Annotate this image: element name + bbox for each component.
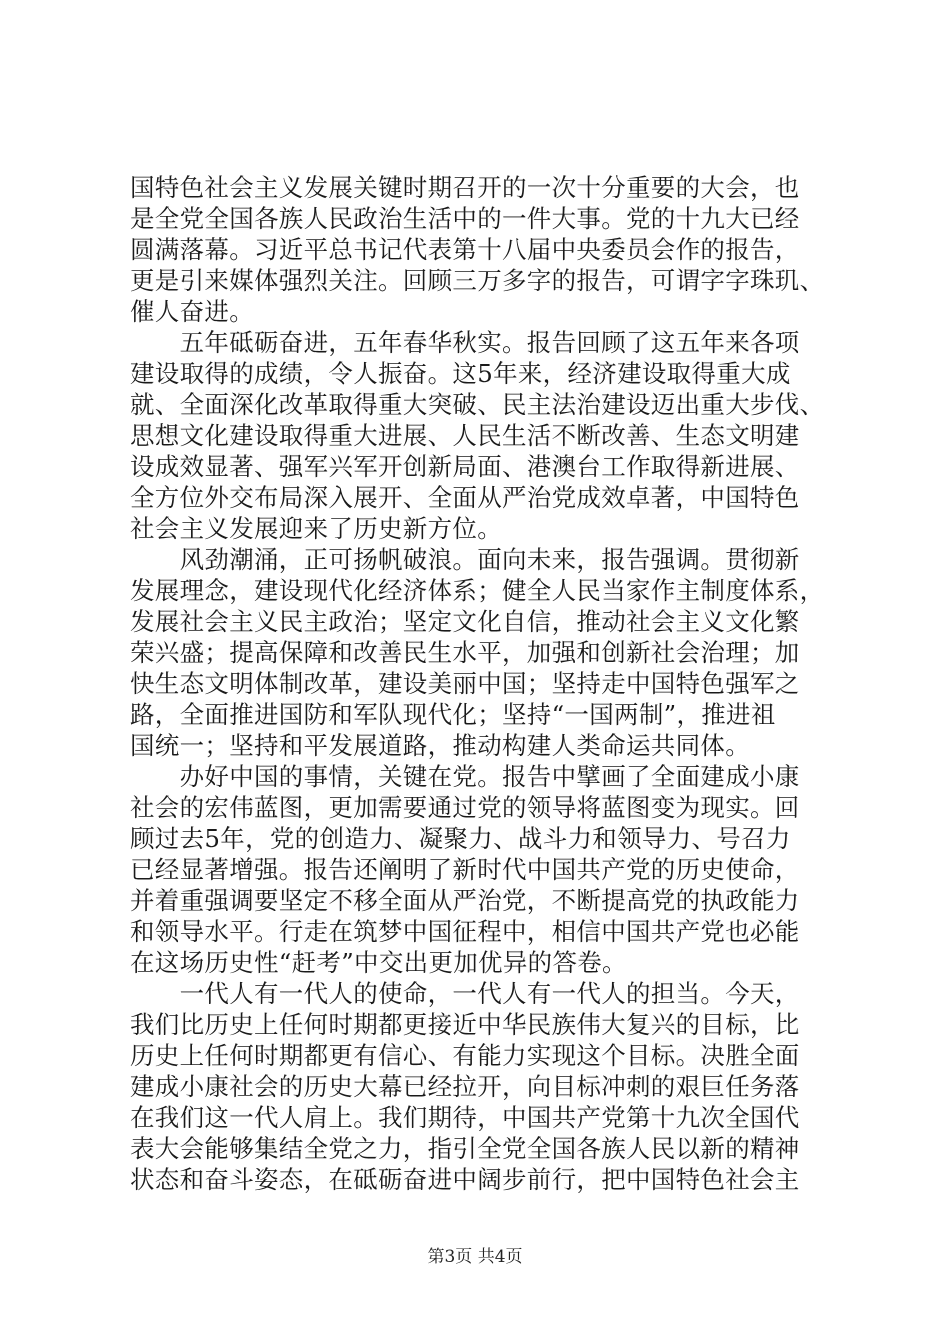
text-line: 社会主义发展迎来了历史新方位。 xyxy=(130,514,502,543)
text-line: 是全党全国各族人民政治生活中的一件大事。党的十九大已经 xyxy=(130,204,800,233)
text-line: 国统一；坚持和平发展道路，推动构建人类命运共同体。 xyxy=(130,731,750,760)
text-line: 发展理念，建设现代化经济体系；健全人民当家作主制度体系， xyxy=(130,576,825,605)
text-line: 全方位外交布局深入展开、全面从严治党成效卓著，中国特色 xyxy=(130,483,800,512)
text-line: 历史上任何时期都更有信心、有能力实现这个目标。决胜全面 xyxy=(130,1041,800,1070)
text-line: 荣兴盛；提高保障和改善民生水平，加强和创新社会治理；加 xyxy=(130,638,800,667)
text-line: 圆满落幕。习近平总书记代表第十八届中央委员会作的报告， xyxy=(130,235,800,264)
text-line: 路，全面推进国防和军队现代化；坚持“一国两制”，推进祖 xyxy=(130,700,776,729)
text-line: 五年砥砺奋进，五年春华秋实。报告回顾了这五年来各项 xyxy=(130,328,800,357)
text-line: 更是引来媒体强烈关注。回顾三万多字的报告，可谓字字珠玑、 xyxy=(130,266,825,295)
document-body xyxy=(130,172,836,1195)
text-line: 建设取得的成绩，令人振奋。这5年来，经济建设取得重大成 xyxy=(130,359,791,388)
text-line: 催人奋进。 xyxy=(130,297,254,326)
text-line: 在我们这一代人肩上。我们期待，中国共产党第十九次全国代 xyxy=(130,1103,800,1132)
text-line: 社会的宏伟蓝图，更加需要通过党的领导将蓝图变为现实。回 xyxy=(130,793,800,822)
text-line: 并着重强调要坚定不移全面从严治党，不断提高党的执政能力 xyxy=(130,886,800,915)
text-line: 我们比历史上任何时期都更接近中华民族伟大复兴的目标，比 xyxy=(130,1010,800,1039)
text-line: 国特色社会主义发展关键时期召开的一次十分重要的大会，也 xyxy=(130,173,800,202)
text-line: 已经显著增强。报告还阐明了新时代中国共产党的历史使命， xyxy=(130,855,800,884)
text-line: 发展社会主义民主政治；坚定文化自信，推动社会主义文化繁 xyxy=(130,607,800,636)
text-line: 和领导水平。行走在筑梦中国征程中，相信中国共产党也必能 xyxy=(130,917,800,946)
text-line: 状态和奋斗姿态，在砥砺奋进中阔步前行，把中国特色社会主 xyxy=(130,1165,800,1194)
text-line: 就、全面深化改革取得重大突破、民主法治建设迈出重大步伐、 xyxy=(130,390,825,419)
page-number-footer: 第3页 共4页 xyxy=(427,1247,523,1267)
text-line: 在这场历史性“赶考”中交出更加优异的答卷。 xyxy=(130,948,627,977)
text-line: 风劲潮涌，正可扬帆破浪。面向未来，报告强调。贯彻新 xyxy=(130,545,800,574)
text-line: 思想文化建设取得重大进展、人民生活不断改善、生态文明建 xyxy=(130,421,800,450)
text-line: 设成效显著、强军兴军开创新局面、港澳台工作取得新进展、 xyxy=(130,452,800,481)
text-line: 建成小康社会的历史大幕已经拉开，向目标冲刺的艰巨任务落 xyxy=(130,1072,800,1101)
text-line: 办好中国的事情，关键在党。报告中擘画了全面建成小康 xyxy=(130,762,800,791)
text-line: 一代人有一代人的使命，一代人有一代人的担当。今天， xyxy=(130,979,800,1008)
text-line: 顾过去5年，党的创造力、凝聚力、战斗力和领导力、号召力 xyxy=(130,824,791,853)
text-line: 快生态文明体制改革，建设美丽中国；坚持走中国特色强军之 xyxy=(130,669,800,698)
text-line: 表大会能够集结全党之力，指引全党全国各族人民以新的精神 xyxy=(130,1134,800,1163)
